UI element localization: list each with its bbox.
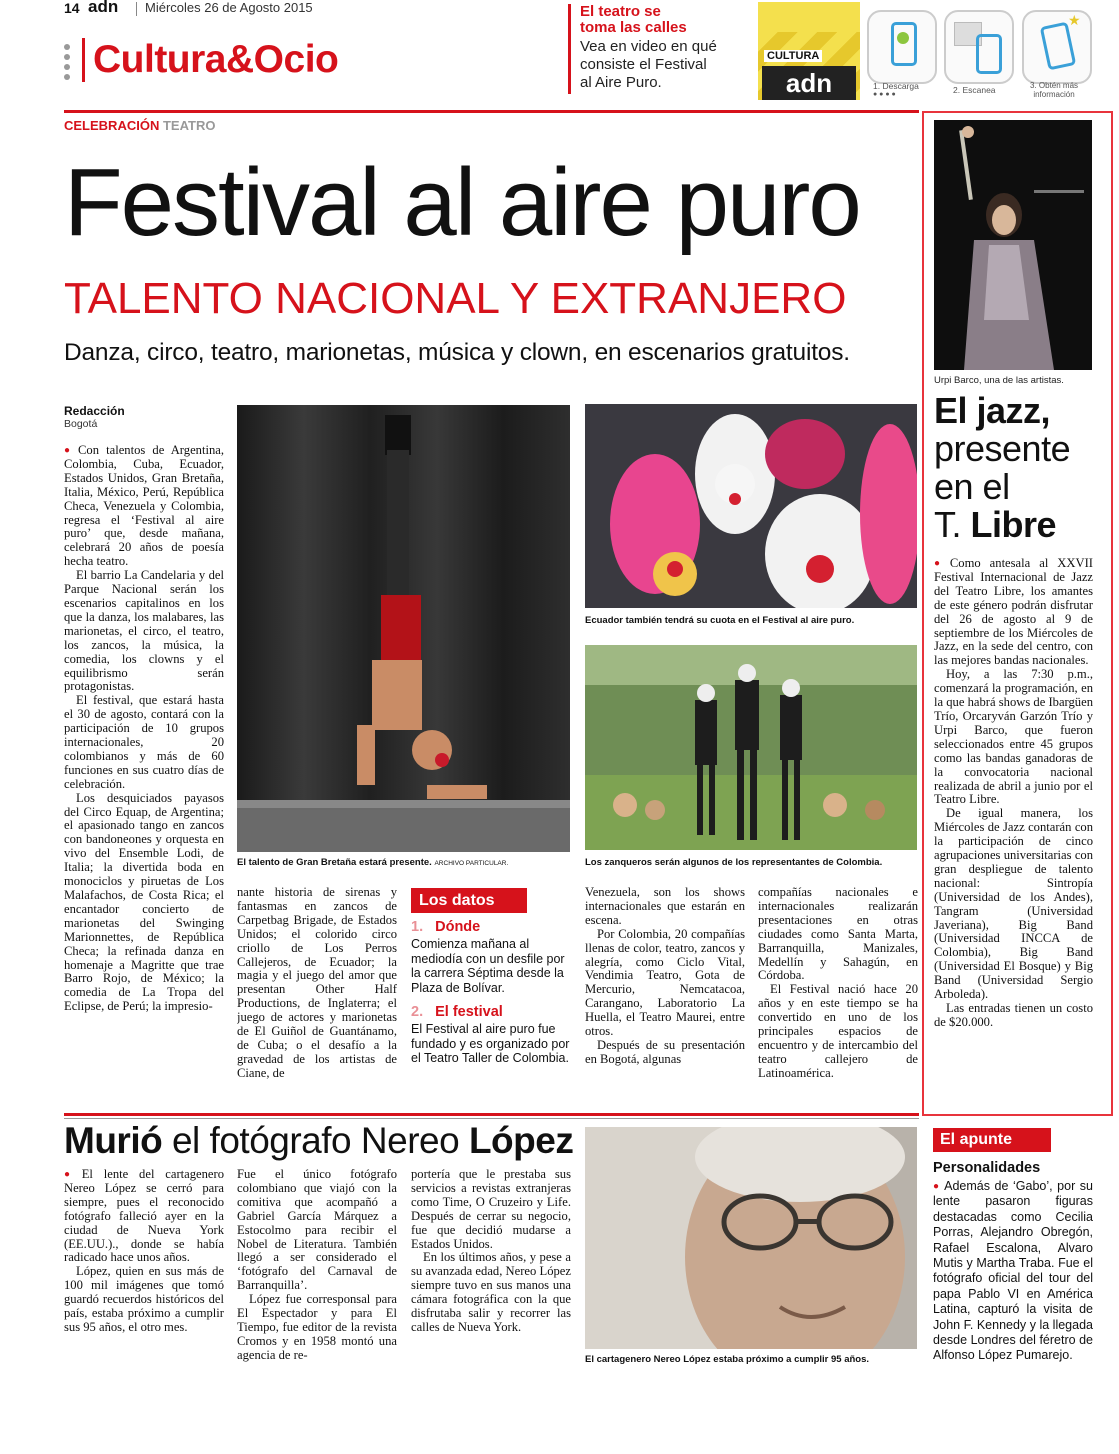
header-divider xyxy=(136,2,137,16)
star-icon: ★ xyxy=(1068,12,1081,28)
paragraph: Venezuela, son los shows internacionales que estarán en escena. xyxy=(585,886,745,927)
paragraph: compañías nacionales e internacionales realizarán presentaciones en otras ciudades como Santa Marta, Barranquilla, Manizales, Medellín y Sahagún, en Córdoba. xyxy=(758,886,918,983)
promo-title-1: El teatro se xyxy=(580,3,661,20)
apunte-box xyxy=(933,1128,1093,1364)
apunte-title: El apunte xyxy=(933,1128,1051,1152)
datos-title: Los datos xyxy=(411,888,527,913)
jazz-headline xyxy=(934,392,1109,544)
store-icons: ● ● ● ● xyxy=(873,91,896,98)
datos-item-heading: El festival xyxy=(435,1004,503,1020)
kicker xyxy=(64,118,215,133)
jazz-headline-2: presente xyxy=(934,428,1071,469)
jazz-headline-4b: Libre xyxy=(970,504,1057,545)
apunte-heading: Personalidades xyxy=(933,1160,1041,1176)
obituary-col-1 xyxy=(64,1168,224,1388)
app-step-1[interactable] xyxy=(867,10,937,84)
promo-title-2: toma las calles xyxy=(580,19,687,36)
photo-great-britain-caption: El talento de Gran Bretaña estará presente. ARCHIVO PARTICULAR. xyxy=(237,857,509,868)
promo-text-2: consiste el Festival xyxy=(580,56,707,73)
paragraph: ● Con talentos de Argentina, Colombia, Cuba, Ecuador, Estados Unidos, Gran Bretaña, Italia, México, Perú, República Checa, Venezuela y Colombia, regresa el ‘Festival al aire puro’ que, desde mañana, celebrará 20 años de poesía hecha teatro. xyxy=(64,444,224,569)
paragraph: Por Colombia, 20 compañías llenas de color, teatro, zancos y alegría, como Ciclo Vital, Vendimia Teatro, Gota de Mercurio, Nemcatacoa, Carangano, Laboratorio La Huella, el Teatro Maurei, entre otros. xyxy=(585,926,745,1039)
paragraph: En los últimos años, y pese a su avanzada edad, Nereo López siempre tuvo en sus manos una cámara fotográfica con la que disfrutaba salir y recorrer las calles de Nueva York. xyxy=(411,1250,571,1334)
app-step-3-label-1: 3. Obtén más xyxy=(1030,81,1079,90)
datos-item-text: El Festival al aire puro fue fundado y es organizado por el Teatro Taller de Colombia. xyxy=(411,1022,570,1065)
paragraph: El festival, que estará hasta el 30 de agosto, contará con la participación de 10 grupos internacionales, 20 colombianos y más de 60 funciones en sus cuatro días de celebración. xyxy=(64,693,224,791)
phone-icon xyxy=(891,22,917,66)
promo-text-3: al Aire Puro. xyxy=(580,74,662,91)
photo-nereo-lopez-caption: El cartagenero Nereo López estaba próximo a cumplir 95 años. xyxy=(585,1354,870,1365)
obituary-rule xyxy=(64,1113,919,1116)
main-col-2 xyxy=(237,886,397,1086)
obituary-col-2 xyxy=(237,1168,397,1388)
obituary-rule-2 xyxy=(64,1118,919,1119)
photo-ecuador-caption: Ecuador también tendrá su cuota en el Festival al aire puro. xyxy=(585,615,855,626)
app-step-3[interactable] xyxy=(1022,10,1092,84)
paragraph: Hoy, a las 7:30 p.m., comenzará la programación, en la que habrá shows de Ibargüen Trío, Orcaryván Garzón Trío y Urpi Barco, que fueron seleccionados entre 45 grupos como las bandas ganadoras de la convocatoria nacional realizada de abril a junio por el Teatro Libre. xyxy=(934,667,1093,807)
promo-badge[interactable] xyxy=(758,2,860,100)
paragraph: portería que le prestaba sus servicios a revistas extranjeras como Time, O Cruzeiro y Life. Después de cerrar su negocio, fue que decidió mudarse a Estados Unidos. xyxy=(411,1168,571,1251)
kicker-subcategory: TEATRO xyxy=(162,118,216,133)
paragraph: López fue corresponsal para El Espectador y para El Tiempo, fue editor de la revista Cromos y en 1958 montó una agencia de re- xyxy=(237,1292,397,1362)
datos-item-text: Comienza mañana al mediodía con un desfile por la carrera Séptima desde la Plaza de Bolívar. xyxy=(411,937,565,995)
datos-item-num: 1. xyxy=(411,919,424,935)
datos-box xyxy=(411,888,571,1086)
jazz-body xyxy=(934,557,1093,1087)
datos-item-heading: Dónde xyxy=(435,919,481,935)
obituary-col-3 xyxy=(411,1168,571,1388)
byline: Redacción xyxy=(64,404,125,418)
obituary-headline-1: Murió xyxy=(64,1120,163,1161)
main-col-1 xyxy=(64,444,224,1086)
header-logo: adn xyxy=(88,0,119,16)
byline-block xyxy=(64,404,214,430)
page-header xyxy=(0,0,1119,110)
paragraph: ● Como antesala al XXVII Festival Internacional de Jazz del Teatro Libre, los amantes de este género podrán disfrutar del 26 de agosto al 9 de septiembre de los Miércoles de Jazz, en la sede del centro, con las mejores bandas nacionales. xyxy=(934,557,1093,668)
photo-urpi-barco xyxy=(934,120,1092,370)
paragraph: Los desquiciados payasos del Circo Equap, de Argentina; el apasionado tango en zancos con bandoneones y orquesta en vivo del Ensemble Lodi, de Italia; la divertida boda en monociclos y piruetas de Los Malafachos, de Costa Rica; el encantador concierto de marionetas del Swinging Marionnettes, de República Checa; la refinada danza en homenaje a Magritte que trae Barro Rojo, de México; la comedia de La Tropa del Eclipse, de Perú; la impresio- xyxy=(64,790,224,1014)
jazz-headline-3: en el xyxy=(934,466,1010,507)
datos-item-num: 2. xyxy=(411,1004,424,1020)
section-title: Cultura&Ocio xyxy=(93,38,339,81)
deck: Danza, circo, teatro, marionetas, música y clown, en escenarios gratuitos. xyxy=(64,339,850,366)
paragraph: El barrio La Candelaria y del Parque Nacional serán los escenarios capitalinos en los que la danza, los malabares, las marionetas, el circo, el teatro, los zancos, la música, la comedia, los clowns y el equilibrismo serán protagonistas. xyxy=(64,568,224,694)
obituary-headline xyxy=(64,1120,573,1162)
paragraph: nante historia de sirenas y fantasmas en zancos de Carpetbag Brigade, de Estados Unidos; el colorido circo criollo de Los Perros Callejeros, de Ecuador; la magia y el juego del amor que presentan Other Half Productions, de Inglaterra; el juego de actores y marionetas de El Guiñol de Guantánamo, de Cuba; o el desafío a la gravedad de los artistas de Ciane, de xyxy=(237,886,397,1080)
app-step-2-label: 2. Escanea xyxy=(953,85,996,95)
photo-stilt-walkers xyxy=(585,645,917,850)
paragraph: De igual manera, los Miércoles de Jazz contarán con la participación de cinco agrupaciones universitarias con gran despliegue de talento nacional: Sintropía (Universidad de los Andes), Tangram (Universidad Javeriana), Big Band (Universidad INCCA de Colombia), Big Band (Universidad El Bosque) y Big Band (Universidad Sergio Arboleda). xyxy=(934,806,1093,1002)
app-step-2[interactable] xyxy=(944,10,1014,84)
header-date: Miércoles 26 de Agosto 2015 xyxy=(145,0,313,15)
section-bar xyxy=(82,38,85,82)
photo-stilt-walkers-caption: Los zanqueros serán algunos de los representantes de Colombia. xyxy=(585,857,883,868)
kicker-category: CELEBRACIÓN xyxy=(64,118,160,133)
obituary-headline-2: el fotógrafo Nereo xyxy=(171,1120,460,1161)
promo-text-1: Vea en video en qué xyxy=(580,38,717,55)
apunte-text: ● Además de ‘Gabo’, por su lente pasaron figuras destacadas como Cecilia Porras, Alejandro Obregón, Rafael Escalona, Alvaro Mutis y Martha Traba. Fue el fotógrafo oficial del tour del papa Pablo VI en América Latina, capturó la visita de John F. Kennedy y la llegada desde Londres del féretro de Alfonso López Pumarejo. xyxy=(933,1179,1093,1364)
app-step-3-label-2: información xyxy=(1033,90,1075,99)
location: Bogotá xyxy=(64,418,98,430)
paragraph: Después de su presentación en Bogotá, algunas xyxy=(585,1037,745,1066)
headline: Festival al aire puro xyxy=(64,149,860,256)
photo-nereo-lopez xyxy=(585,1127,917,1349)
photo-ecuador xyxy=(585,404,917,608)
header-rule xyxy=(64,110,919,113)
section-dots xyxy=(64,44,72,80)
jazz-headline-1: El jazz, xyxy=(934,390,1051,431)
photo-great-britain xyxy=(237,405,570,852)
paragraph: López, quien en sus más de 100 mil imágenes que tomó guardó recuerdos históricos del país, estaba próximo a cumplir sus 95 años, el otro mes. xyxy=(64,1264,224,1334)
page-number: 14 xyxy=(64,0,80,16)
paragraph: El Festival nació hace 20 años y en este tiempo se ha convertido en uno de los principales espacios de encuentro y de intercambio del teatro callejero de Latinoamérica. xyxy=(758,982,918,1080)
jazz-photo-caption: Urpi Barco, una de las artistas. xyxy=(934,375,1064,386)
jazz-headline-4a: T. xyxy=(934,504,962,545)
main-col-5 xyxy=(758,886,918,1086)
paragraph: Fue el único fotógrafo colombiano que viajó con la comitiva que acompañó a Gabriel García Márquez a Estocolmo para recibir el Nobel de Literatura. También llegó a ser considerado el ‘fotógrafo del Carnaval de Barranquilla’. xyxy=(237,1168,397,1293)
promo-badge-bottom: adn xyxy=(762,66,856,100)
promo-badge-top: CULTURA xyxy=(764,50,822,62)
paragraph: ● El lente del cartagenero Nereo López se cerró para siempre, pues el reconocido fotógrafo falleció ayer en la ciudad de Nueva York (EE.UU.)., donde se había radicado hace unos años. xyxy=(64,1168,224,1265)
app-step-1-label: 1. Descarga xyxy=(873,81,919,91)
obituary-headline-3: López xyxy=(468,1120,574,1161)
subheadline: TALENTO NACIONAL Y EXTRANJERO xyxy=(64,274,847,323)
paragraph: Las entradas tienen un costo de $20.000. xyxy=(934,1001,1093,1029)
main-col-4 xyxy=(585,886,745,1086)
